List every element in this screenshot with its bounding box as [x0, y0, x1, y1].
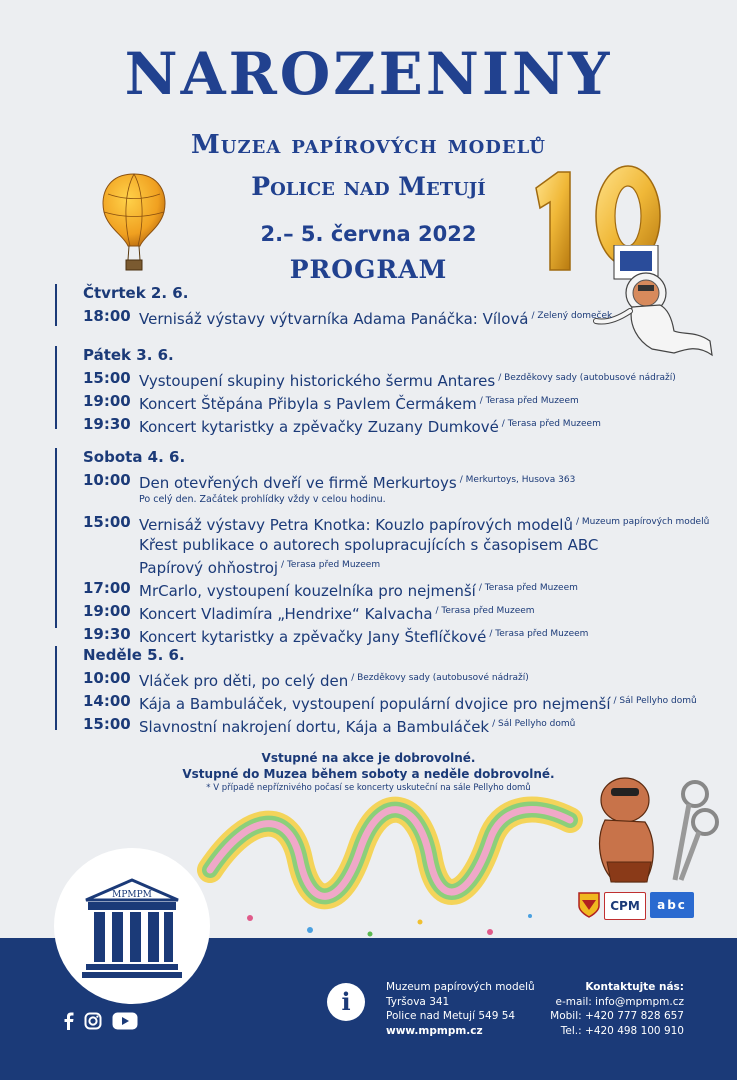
abc-magazine-logo: abc — [650, 892, 694, 918]
event-row — [83, 470, 715, 493]
event-row — [83, 601, 715, 624]
contact-heading: Kontaktujte nás: — [585, 981, 684, 993]
event-row — [83, 306, 715, 329]
contact-info — [550, 980, 684, 1038]
day-divider-bar — [55, 346, 57, 429]
event-name: Koncert kytaristky a zpěvačky Zuzany Dumkové $^{/ Terasa před Muzeem}$ — [139, 418, 601, 436]
caveman-with-scissors-illustration — [585, 770, 725, 895]
day-section-friday — [55, 346, 715, 436]
entry-line: Vstupné na akce je dobrovolné. — [261, 751, 476, 765]
youtube-icon[interactable] — [112, 1012, 138, 1030]
day-divider-bar — [55, 284, 57, 326]
day-title: Sobota 4. 6. — [83, 448, 186, 466]
event-location: / Terasa před Muzeem — [489, 629, 589, 639]
weather-note: * V případě nepříznivého počasí se koncerty uskuteční na sále Pellyho domů — [206, 783, 531, 793]
event-time: 15:00 — [83, 513, 131, 531]
event-time: 19:00 — [83, 392, 131, 410]
event-name: MrCarlo, vystoupení kouzelníka pro nejmenší $^{/ Terasa před Muzeem}$ — [139, 582, 578, 600]
event-location: / Terasa před Muzeem — [281, 560, 381, 570]
event-location: / Terasa před Muzeem — [478, 583, 578, 593]
event-location: / Sál Pellyho domů — [613, 696, 697, 706]
event-row — [83, 714, 715, 737]
event-time: 15:00 — [83, 369, 131, 387]
website-link[interactable]: www.mpmpm.cz — [386, 1024, 483, 1037]
day-section-sunday — [55, 646, 715, 736]
event-location: / Terasa před Muzeem — [501, 419, 601, 429]
event-location: / Merkurtoys, Husova 363 — [459, 475, 576, 485]
event-name: Vernisáž výstavy výtvarníka Adama Panáčka: Vílová $^{/ Zelený domeček}$ — [139, 310, 613, 328]
day-divider-bar — [55, 646, 57, 730]
event-location: / Sál Pellyho domů — [492, 719, 576, 729]
entry-line: Vstupné do Muzea během soboty a neděle dobrovolné. — [182, 767, 555, 781]
event-row — [83, 512, 715, 535]
event-name: Vláček pro děti, po celý den $^{/ Bezděkovy sady (autobusové nádraží)}$ — [139, 672, 529, 690]
svg-text:MPMPM: MPMPM — [112, 890, 152, 900]
event-row — [83, 624, 715, 647]
event-dates: 2.– 5. června 2022 — [260, 222, 477, 246]
day-title: Neděle 5. 6. — [83, 646, 185, 664]
event-time: 19:30 — [83, 415, 131, 433]
event-time: 10:00 — [83, 669, 131, 687]
event-time: 15:00 — [83, 715, 131, 733]
cpm-logo: CPM — [604, 892, 646, 920]
event-continuation: Papírový ohňostroj $^{/ Terasa před Muzeem}$ — [139, 559, 381, 577]
event-name: Koncert Štěpána Přibyla s Pavlem Čermákem $^{/ Terasa před Muzeem}$ — [139, 395, 579, 413]
event-name: Vystoupení skupiny historického šermu Antares $^{/ Bezděkovy sady (autobusové nádraží)}$ — [139, 372, 676, 390]
confetti-ribbon-illustration — [190, 790, 590, 940]
event-row — [83, 578, 715, 601]
event-name: Vernisáž výstavy Petra Knotka: Kouzlo papírových modelů $^{/ Muzeum papírových modelů}$ — [139, 516, 710, 534]
page-subtitle: Muzea papírových modelů — [190, 130, 546, 160]
museum-address — [386, 980, 535, 1038]
event-time: 10:00 — [83, 471, 131, 489]
email-link[interactable]: e-mail: info@mpmpm.cz — [555, 995, 684, 1008]
event-note: Po celý den. Začátek prohlídky vždy v celou hodinu. — [139, 494, 386, 505]
event-time: 17:00 — [83, 579, 131, 597]
phone-number: Tel.: +420 498 100 910 — [560, 1024, 684, 1037]
social-links — [62, 1012, 138, 1030]
event-location: / Terasa před Muzeem — [479, 396, 579, 406]
day-title: Čtvrtek 2. 6. — [83, 284, 189, 302]
event-name: Den otevřených dveří ve firmě Merkurtoys $^{/ Merkurtoys, Husova 363}$ — [139, 474, 576, 492]
event-row — [83, 391, 715, 414]
event-row — [83, 368, 715, 391]
program-heading: PROGRAM — [289, 255, 448, 284]
sponsor-logos — [578, 892, 694, 920]
day-section-saturday — [55, 448, 715, 646]
event-time: 18:00 — [83, 307, 131, 325]
info-icon: i — [327, 983, 365, 1021]
event-row — [83, 691, 715, 714]
address-line: Tyršova 341 — [386, 995, 450, 1008]
event-time: 19:00 — [83, 602, 131, 620]
mobile-number: Mobil: +420 777 828 657 — [550, 1010, 684, 1022]
day-divider-bar — [55, 448, 57, 628]
event-time: 19:30 — [83, 625, 131, 643]
day-title: Pátek 3. 6. — [83, 346, 174, 364]
event-location: / Zelený domeček — [531, 311, 613, 321]
event-name: Koncert Vladimíra „Hendrixe“ Kalvacha $^{/ Terasa před Muzeem}$ — [139, 605, 535, 623]
day-section-thursday — [55, 284, 715, 326]
town-coat-of-arms-logo — [578, 892, 600, 918]
event-location: / Muzeum papírových modelů — [575, 517, 710, 527]
event-name: Kája a Bambuláček, vystoupení populární dvojice pro nejmenší $^{/ Sál Pellyho domů}$ — [139, 695, 697, 713]
event-row — [83, 414, 715, 437]
hot-air-balloon-illustration — [98, 172, 170, 274]
event-place: Police nad Metují — [251, 172, 486, 201]
page-title: NAROZENINY — [124, 40, 613, 108]
museum-logo — [54, 848, 210, 1004]
event-name: Koncert kytaristky a zpěvačky Jany Šteflíčkové $^{/ Terasa před Muzeem}$ — [139, 628, 589, 646]
event-name: Slavnostní nakrojení dortu, Kája a Bambuláček $^{/ Sál Pellyho domů}$ — [139, 718, 576, 736]
address-line: Muzeum papírových modelů — [386, 981, 535, 993]
address-line: Police nad Metují 549 54 — [386, 1010, 516, 1022]
event-row — [83, 668, 715, 691]
event-location: / Bezděkovy sady (autobusové nádraží) — [498, 373, 676, 383]
instagram-icon[interactable] — [84, 1012, 102, 1030]
event-location: / Bezděkovy sady (autobusové nádraží) — [351, 673, 529, 683]
event-continuation: Křest publikace o autorech spolupracujících s časopisem ABC — [139, 536, 599, 554]
museum-temple-icon — [54, 848, 210, 1004]
event-time: 14:00 — [83, 692, 131, 710]
event-location: / Terasa před Muzeem — [435, 606, 535, 616]
facebook-icon[interactable] — [62, 1012, 74, 1030]
